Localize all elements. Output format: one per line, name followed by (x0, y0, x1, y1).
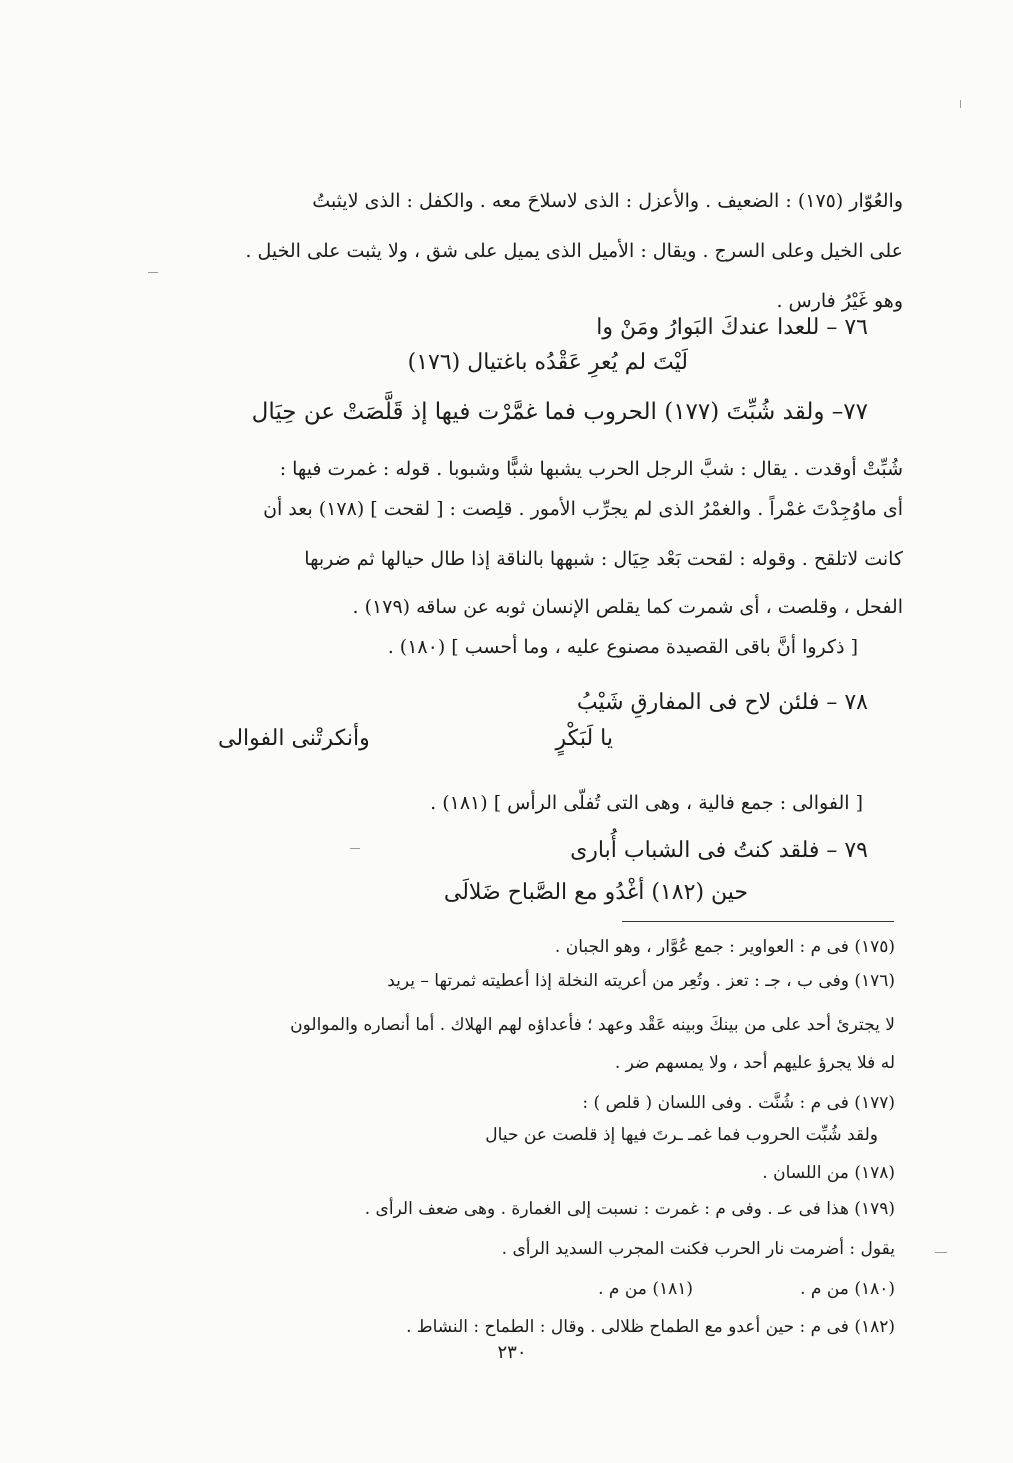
commentary-line-1: والعُوّار (١٧٥) : الضعيف . والأعزل : الذى لاسلاحَ معه . والكفل : الذى لايثبتُ (312, 190, 903, 212)
commentary-line-7: الفحل ، وقلصت ، أى شمرت كما يقلص الإنسان ثوبه عن ساقه (١٧٩) . (352, 596, 903, 618)
footnote-181: (١٨١) من م . (598, 1279, 693, 1299)
verse-78-second-hemistich-part-1: يا لَبَكْرٍ (555, 726, 613, 751)
verse-79-first-hemistich: ٧٩ – فلقد كنتُ فى الشباب أُبارى (570, 838, 868, 863)
commentary-line-4: شُبِّتْ أوقدت . يقال : شبَّ الرجل الحرب يشبها شبًّا وشبوبا . قوله : غمرت فيها : (279, 458, 903, 480)
verse-78-first-hemistich: ٧٨ – فلئن لاح فى المفارقِ شَيْبُ (576, 690, 868, 715)
footnote-180: (١٨٠) من م . (800, 1279, 895, 1299)
footnote-separator (622, 921, 894, 922)
commentary-line-8: [ ذكروا أنَّ باقى القصيدة مصنوع عليه ، وما أحسب ] (١٨٠) . (387, 636, 858, 658)
commentary-line-6: كانت لاتلقح . وقوله : لقحت بَعْد حِيَال : شبهها بالناقة إذا طال حيالها ثم ضربها (304, 548, 903, 570)
commentary-line-2: على الخيل وعلى السرج . ويقال : الأميل الذى يميل على شق ، ولا يثبت على الخيل . (245, 240, 903, 262)
footnote-176-line-3: له فلا يجرؤ عليهم أحد ، ولا يمسهم ضر . (614, 1053, 895, 1073)
page-number: ٢٣٠ (497, 1342, 527, 1363)
footnote-176-line-2: لا يجترئ أحد على من بينكَ وبينه عَقْد وعهد ؛ فأعداؤه لهم الهلاك . أما أنصاره والموالون (290, 1015, 895, 1035)
footnote-175: (١٧٥) فى م : العواوير : جمع عُوَّار ، وهو الجبان . (554, 937, 895, 957)
commentary-line-9: [ الفوالى : جمع فالية ، وهى التى تُفلّى الرأس ] (١٨١) . (430, 792, 863, 814)
commentary-line-5: أى ماوُجِدْتَ غمْراً . والغمْرُ الذى لم يجرِّب الأمور . قلِصت : [ لقحت ] (١٧٨) بعد أن (263, 498, 903, 520)
margin-mark (935, 1252, 947, 1253)
margin-mark (960, 100, 961, 108)
verse-78-second-hemistich-part-2: وأنكرتْنى الفوالى (218, 726, 370, 751)
margin-mark (148, 272, 158, 273)
footnote-177-quote: ولقد شُبِّت الحروب فما غمـ ـرتَ فيها إذ قلصت عن حيال (485, 1125, 878, 1145)
footnote-176-line-1: (١٧٦) وفى ب ، جـ : تعز . وتُعِر من أعريته النخلة إذا أعطيته ثمرتها – يريد (387, 971, 895, 991)
footnote-177: (١٧٧) فى م : شُنَّت . وفى اللسان ( قلص ) : (582, 1093, 895, 1113)
footnote-178: (١٧٨) من اللسان . (762, 1163, 895, 1183)
footnote-182: (١٨٢) فى م : حين أعدو مع الطماح ظلالى . وقال : الطماح : النشاط . (406, 1317, 895, 1337)
footnote-179: (١٧٩) هذا فى عـ . وفى م : غمرت : نسبت إلى الغمارة . وهى ضعف الرأى . (364, 1199, 895, 1219)
margin-mark (350, 848, 360, 849)
verse-79-second-hemistich: حين (١٨٢) أغْدُو مع الصَّباح ضَلالَى (443, 880, 748, 905)
commentary-line-3: وهو غَيْرُ فارس . (776, 290, 903, 312)
verse-76-first-hemistich: ٧٦ – للعدا عندكَ البَوارُ ومَنْ وا (596, 315, 868, 340)
verse-77: ٧٧– ولقد شُبِّتَ (١٧٧) الحروب فما غمَّرْت فيها إذ قَلَّصَتْ عن حِيَال (251, 399, 868, 425)
footnote-179-continued: يقول : أضرمت نار الحرب فكنت المجرب السديد الرأى . (501, 1239, 895, 1259)
verse-76-second-hemistich: لَيْتَ لم يُعرِ عَقْدُه باغتيال (١٧٦) (407, 350, 688, 375)
